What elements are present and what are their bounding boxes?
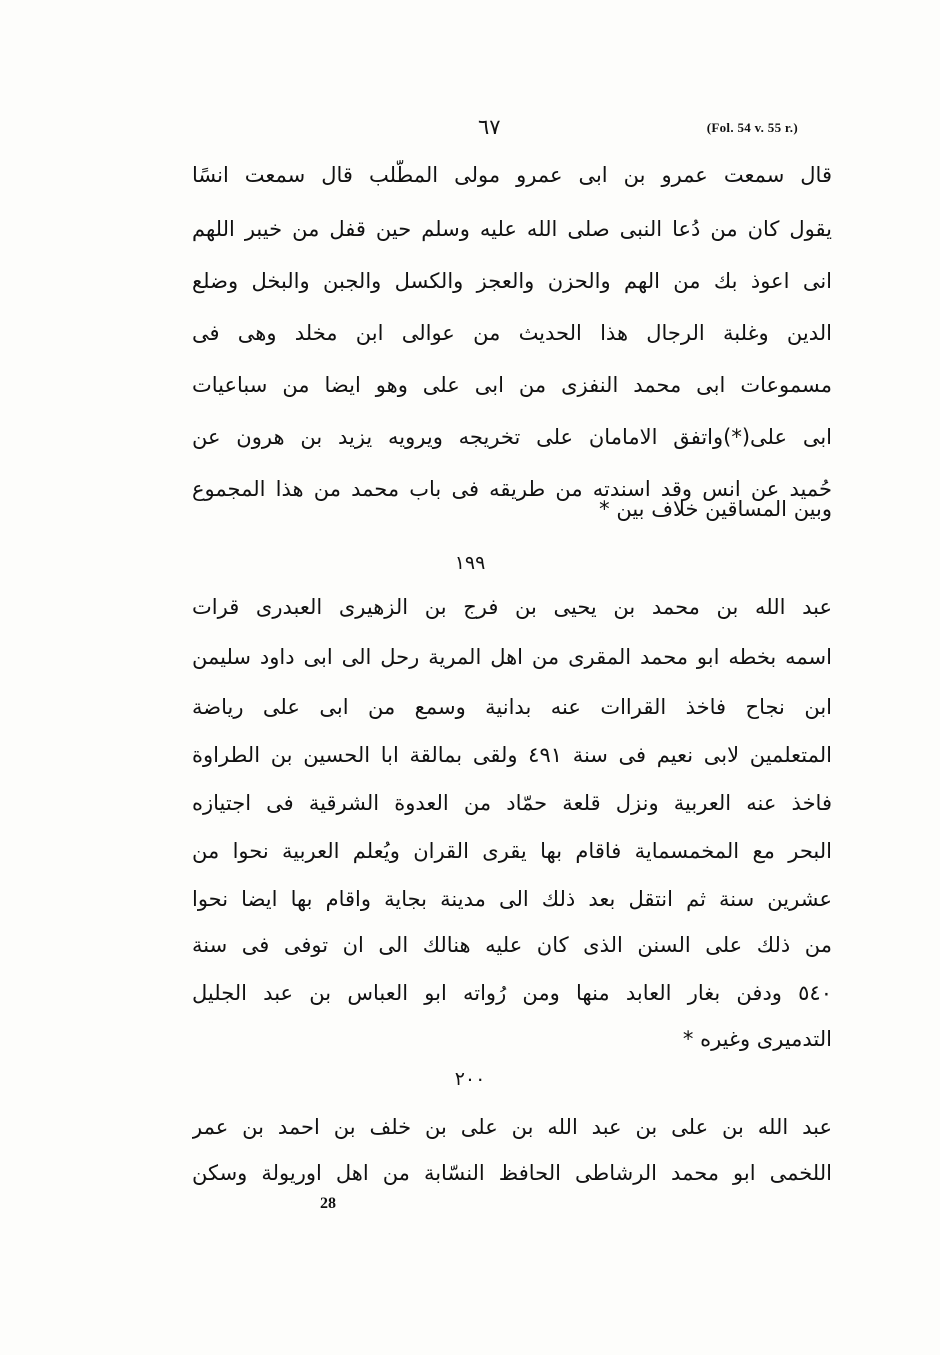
- entry-number: ٢٠٠: [454, 1068, 486, 1090]
- text-line: اللخمى ابو محمد الرشاطى الحافظ النسّابة من اهل اوريولة وسكن: [192, 1161, 832, 1185]
- text-line: قال سمعت عمرو بن ابى عمرو مولى المطّلب قال سمعت انسًا: [192, 163, 832, 187]
- text-line: عبد الله بن على بن عبد الله بن على بن خلف بن احمد بن عمر: [192, 1115, 832, 1139]
- text-line: فاخذ عنه العربية ونزل قلعة حمّاد من العدوة الشرقية فى اجتيازه: [192, 791, 832, 815]
- text-line: وبين المساقين خلاف بين *: [599, 497, 832, 521]
- text-line: البحر مع المخمسماية فاقام بها يقرى القران ويُعلم العربية نحوا من: [192, 839, 832, 863]
- signature-mark: 28: [320, 1195, 336, 1212]
- page-number: ٦٧: [478, 115, 501, 139]
- text-line: عبد الله بن محمد بن يحيى بن فرج بن الزهيرى العبدرى قرات: [192, 595, 832, 619]
- text-line: المتعلمين لابى نعيم فى سنة ٤٩١ ولقى بمالقة ابا الحسين بن الطراوة: [192, 743, 832, 767]
- text-line: التدميرى وغيره *: [682, 1027, 832, 1051]
- text-line: مسموعات ابى محمد النفزى من ابى على وهو ايضا من سباعيات: [192, 373, 832, 397]
- text-line: حُميد عن انس وقد اسندته من طريقه فى باب محمد من هذا المجموع: [192, 477, 832, 501]
- entry-number: ١٩٩: [454, 552, 486, 574]
- text-line: انى اعوذ بك من الهم والحزن والعجز والكسل والجبن والبخل وضلع: [192, 269, 832, 293]
- text-line: يقول كان من دُعا النبى صلى الله عليه وسلم حين قفل من خيبر اللهم: [192, 217, 832, 241]
- text-line: اسمه بخطه ابو محمد المقرى من اهل المرية رحل الى ابى داود سليمن: [192, 645, 832, 669]
- text-line: الدين وغلبة الرجال هذا الحديث من عوالى ابن مخلد وهى فى: [192, 321, 832, 345]
- folio-reference: (Fol. 54 v. 55 r.): [706, 120, 798, 135]
- text-line: عشرين سنة ثم انتقل بعد ذلك الى مدينة بجاية واقام بها ايضا نحوا: [192, 887, 832, 911]
- text-line: ابى على(*)واتفق الامامان على تخريجه ويرويه يزيد بن هرون عن: [192, 425, 832, 449]
- text-line: ٥٤٠ ودفن بغار العابد منها ومن رُواته ابو العباس بن عبد الجليل: [192, 981, 832, 1005]
- text-line: ابن نجاح فاخذ القراات عنه بدانية وسمع من ابى على رياضة: [192, 695, 832, 719]
- text-line: من ذلك على السنن الذى كان عليه هنالك الى ان توفى فى سنة: [192, 933, 832, 957]
